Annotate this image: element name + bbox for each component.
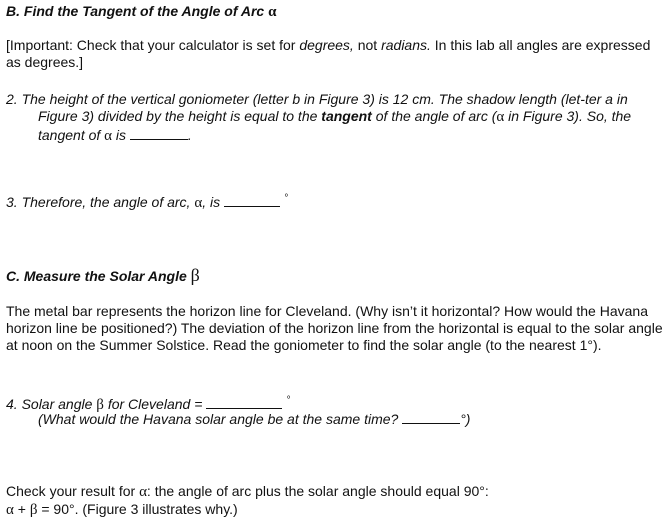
section-b-heading: B. Find the Tangent of the Angle of Arc α [6, 3, 277, 20]
check-result-line: Check your result for α: the angle of arc plus the solar angle should equal 90°: [6, 483, 489, 500]
angle-arc-answer-blank[interactable] [224, 193, 280, 207]
solar-angle-answer-blank[interactable] [206, 395, 282, 409]
question-2: 2. The height of the vertical goniometer (letter b in Figure 3) is 12 cm. The shadow length (let-ter a in Figure 3) divided by the height is equal to the tangent of the angle of arc (α in Figure 3). So, the tangent of α is . [6, 91, 632, 144]
question-3: 3. Therefore, the angle of arc, α, is ° [6, 193, 288, 211]
section-c-heading: C. Measure the Solar Angle β [6, 265, 200, 285]
question-4-havana: (What would the Havana solar angle be at the same time? °) [38, 411, 471, 427]
havana-angle-answer-blank[interactable] [402, 410, 460, 424]
question-4: 4. Solar angle β for Cleveland = ° [6, 395, 291, 413]
section-c-paragraph: The metal bar represents the horizon line for Cleveland. (Why isn’t it horizontal? How would the Havana horizon line be positioned?) The deviation of the horizon line from the horizontal is equal to the solar angle at noon on the Summer Solstice. Read the goniometer to find the solar angle (to the nearest 1°). [6, 303, 663, 353]
tangent-answer-blank[interactable] [130, 126, 188, 140]
equation-line: α + β = 90°. (Figure 3 illustrates why.) [6, 501, 238, 518]
important-note: [Important: Check that your calculator is set for degrees, not radians. In this lab all angles are expressed as degrees.] [6, 37, 651, 70]
